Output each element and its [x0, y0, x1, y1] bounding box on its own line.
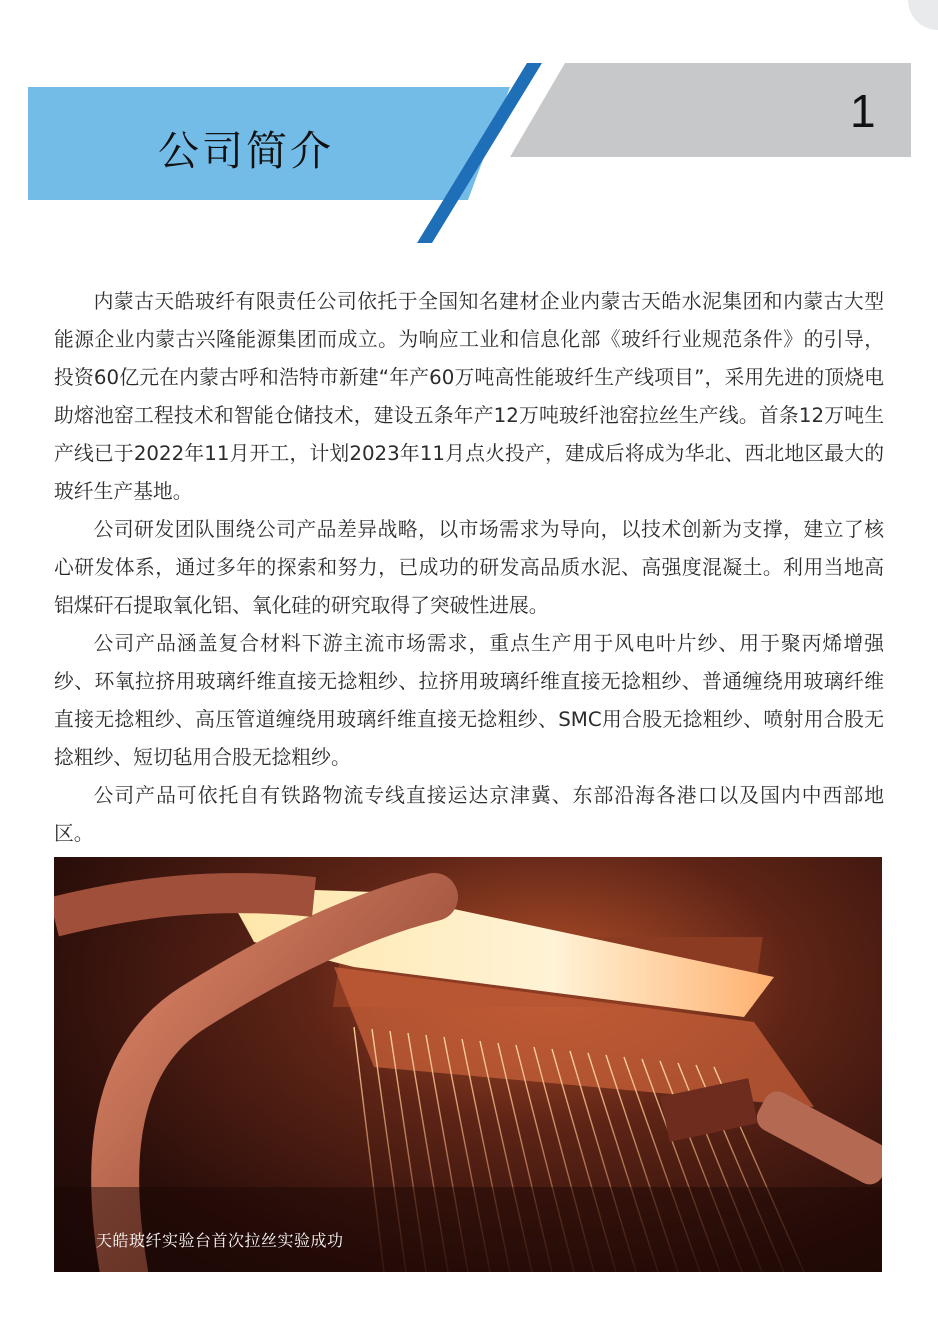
- nozzle-tool: [752, 1086, 882, 1189]
- photo-illustration: [54, 857, 882, 1272]
- section-header: [0, 0, 938, 250]
- fiber-drawing-photo: [54, 857, 882, 1272]
- upper-pipe: [54, 893, 314, 917]
- page-number: 1: [850, 85, 876, 137]
- paragraph-intro: 内蒙古天皓玻纤有限责任公司依托于全国知名建材企业内蒙古天皓水泥集团和内蒙古大型能源企业内蒙古兴隆能源集团而成立。为响应工业和信息化部《玻纤行业规范条件》的引导，投资60亿元在内蒙古呼和浩特市新建“年产60万吨高性能玻纤生产线项目”，采用先进的顶烧电助熔池窑工程技术和智能仓储技术，建设五条年产12万吨玻纤池窑拉丝生产线。首条12万吨生产线已于2022年11月开工，计划2023年11月点火投产，建成后将成为华北、西北地区最大的玻纤生产基地。: [54, 290, 884, 503]
- paragraph-products: 公司产品涵盖复合材料下游主流市场需求，重点生产用于风电叶片纱、用于聚丙烯增强纱、环氧拉挤用玻璃纤维直接无捻粗纱、拉挤用玻璃纤维直接无捻粗纱、普通缠绕用玻璃纤维直接无捻粗纱、高压管道缠绕用玻璃纤维直接无捻粗纱、SMC用合股无捻粗纱、喷射用合股无捻粗纱、短切毡用合股无捻粗纱。: [54, 632, 884, 769]
- section-title: 公司简介: [158, 127, 334, 175]
- paragraph-rnd: 公司研发团队围绕公司产品差异战略，以市场需求为导向，以技术创新为支撑，建立了核心研发体系，通过多年的探索和努力，已成功的研发高品质水泥、高强度混凝土。利用当地高铝煤矸石提取氧化铝、氧化硅的研究取得了突破性进展。: [54, 518, 884, 617]
- figure-caption: 天皓玻纤实验台首次拉丝实验成功: [96, 1231, 344, 1250]
- header-graphic: [0, 0, 938, 250]
- body-text: [54, 283, 884, 853]
- paragraph-logistics: 公司产品可依托自有铁路物流专线直接运达京津冀、东部沿海各港口以及国内中西部地区。: [54, 784, 884, 845]
